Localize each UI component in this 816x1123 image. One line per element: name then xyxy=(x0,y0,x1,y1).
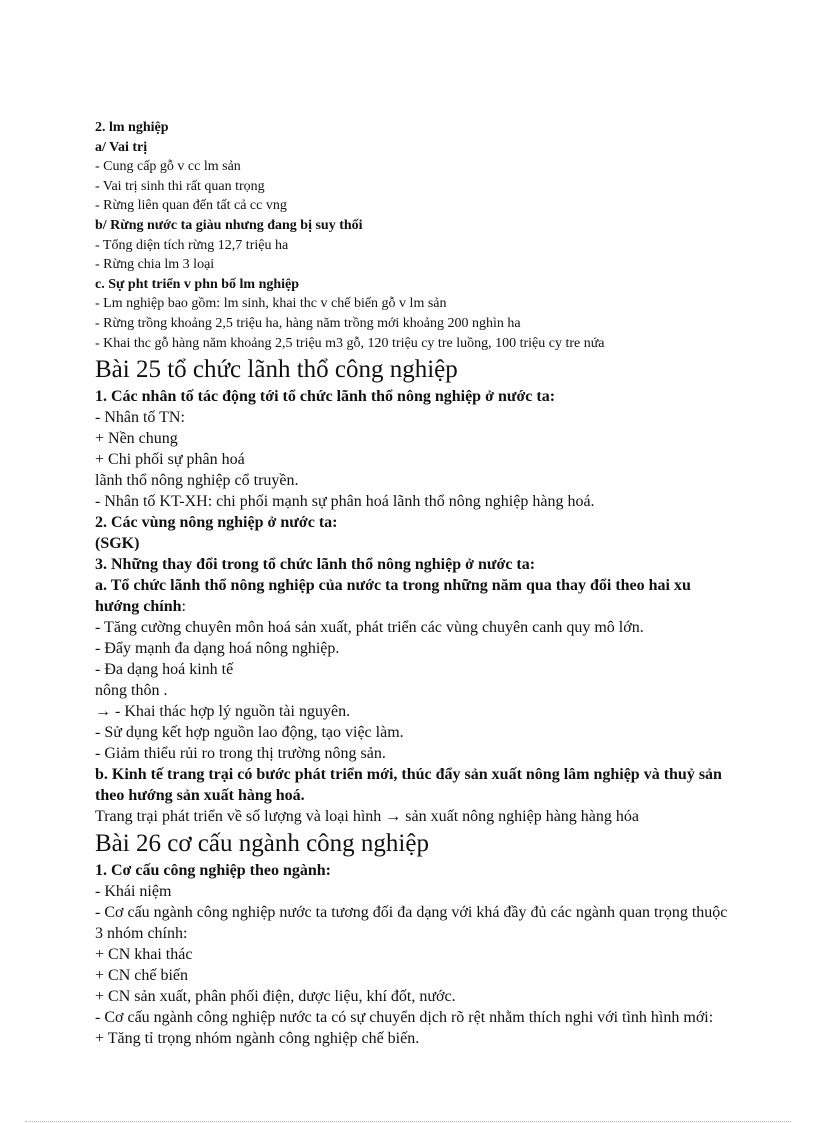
text-line xyxy=(95,701,735,722)
text-line: + CN sản xuất, phân phối điện, dược liệu, khí đốt, nước. xyxy=(95,988,456,1006)
arrow-icon: → xyxy=(385,808,402,826)
text-line: - Tăng cường chuyên môn hoá sản xuất, phát triển các vùng chuyên canh quy mô lớn. xyxy=(95,619,644,637)
list-item: - Rừng chia lm 3 loại xyxy=(95,257,215,273)
list-item: - Khai thc gỗ hàng năm khoảng 2,5 triệu m3 gỗ, 120 triệu cy tre luồng, 100 triệu cy tre nứa xyxy=(95,335,605,351)
text-segment: - Khai thác hợp lý nguồn tài nguyên. xyxy=(111,703,351,721)
section-heading: 3. Những thay đổi trong tổ chức lãnh thổ nông nghiệp ở nước ta: xyxy=(95,556,536,574)
text-line: nông thôn . xyxy=(95,682,168,700)
text-line: - Sử dụng kết hợp nguồn lao động, tạo việc làm. xyxy=(95,724,404,742)
text-line: lãnh thổ nông nghiệp cổ truyền. xyxy=(95,472,299,490)
list-item: - Lm nghiệp bao gồm: lm sinh, khai thc v chế biến gỗ v lm sản xyxy=(95,296,447,312)
section-heading: 1. Cơ cấu công nghiệp theo ngành: xyxy=(95,862,332,880)
paragraph xyxy=(95,575,735,617)
subheading-rung: b/ Rừng nước ta giàu nhưng đang bị suy thối xyxy=(95,217,363,233)
text-line: + Chi phối sự phân hoá xyxy=(95,451,245,469)
lesson-title-25: Bài 25 tổ chức lãnh thổ công nghiệp xyxy=(95,356,458,384)
list-item: - Tổng diện tích rừng 12,7 triệu ha xyxy=(95,237,289,253)
paragraph: b. Kinh tế trang trại có bước phát triển mới, thúc đẩy sản xuất nông lâm nghiệp và thuỷ sản theo hướng sản xuất hàng hoá. xyxy=(95,766,722,805)
text-line: + CN khai thác xyxy=(95,946,193,964)
text-line: - Nhân tố TN: xyxy=(95,409,185,427)
arrow-icon: → xyxy=(95,703,111,721)
list-item: - Rừng liên quan đến tất cả cc vng xyxy=(95,198,287,214)
text-line: - Nhân tố KT-XH: chi phối mạnh sự phân hoá lãnh thổ nông nghiệp hàng hoá. xyxy=(95,493,595,511)
text-line: (SGK) xyxy=(95,535,140,553)
page-bottom-divider xyxy=(25,1121,791,1122)
list-item: - Vai trị sinh thi rất quan trọng xyxy=(95,178,265,194)
lesson-title-26: Bài 26 cơ cấu ngành công nghiệp xyxy=(95,830,429,858)
colon: : xyxy=(181,598,186,616)
text-line xyxy=(95,806,735,827)
text-line: + CN chế biến xyxy=(95,967,188,985)
list-item: - Cung cấp gỗ v cc lm sản xyxy=(95,159,241,175)
heading-lam-nghiep: 2. lm nghiệp xyxy=(95,120,169,135)
text-segment: Trang trại phát triển về số lượng và loại hình xyxy=(95,808,386,826)
subheading-vai-tro: a/ Vai trị xyxy=(95,139,148,155)
text-line: - Đẩy mạnh đa dạng hoá nông nghiệp. xyxy=(95,640,340,658)
text-line: + Tăng tỉ trọng nhóm ngành công nghiệp chế biến. xyxy=(95,1030,420,1048)
text-line: - Giảm thiểu rủi ro trong thị trường nông sản. xyxy=(95,745,386,763)
section-heading: 1. Các nhân tố tác động tới tổ chức lãnh thổ nông nghiệp ở nước ta: xyxy=(95,388,556,406)
document-page xyxy=(95,118,735,1049)
bold-text: a. Tổ chức lãnh thổ nông nghiệp của nước ta trong những năm qua thay đổi theo hai xu hướng chính xyxy=(95,577,691,616)
paragraph: - Cơ cấu ngành công nghiệp nước ta có sự chuyển dịch rõ rệt nhằm thích nghi với tình hình mới: xyxy=(95,1009,714,1027)
subheading-phat-trien: c. Sự pht triển v phn bố lm nghiệp xyxy=(95,276,300,292)
paragraph: - Cơ cấu ngành công nghiệp nước ta tương đối đa dạng với khá đầy đủ các ngành quan trọng thuộc 3 nhóm chính: xyxy=(95,904,728,943)
text-line: + Nền chung xyxy=(95,430,178,448)
text-line: - Khái niệm xyxy=(95,883,172,901)
text-segment: sản xuất nông nghiệp hàng hàng hóa xyxy=(401,808,640,826)
list-item: - Rừng trồng khoảng 2,5 triệu ha, hàng năm trồng mới khoảng 200 nghìn ha xyxy=(95,315,521,331)
text-line: - Đa dạng hoá kinh tế xyxy=(95,661,234,679)
section-heading: 2. Các vùng nông nghiệp ở nước ta: xyxy=(95,514,338,532)
